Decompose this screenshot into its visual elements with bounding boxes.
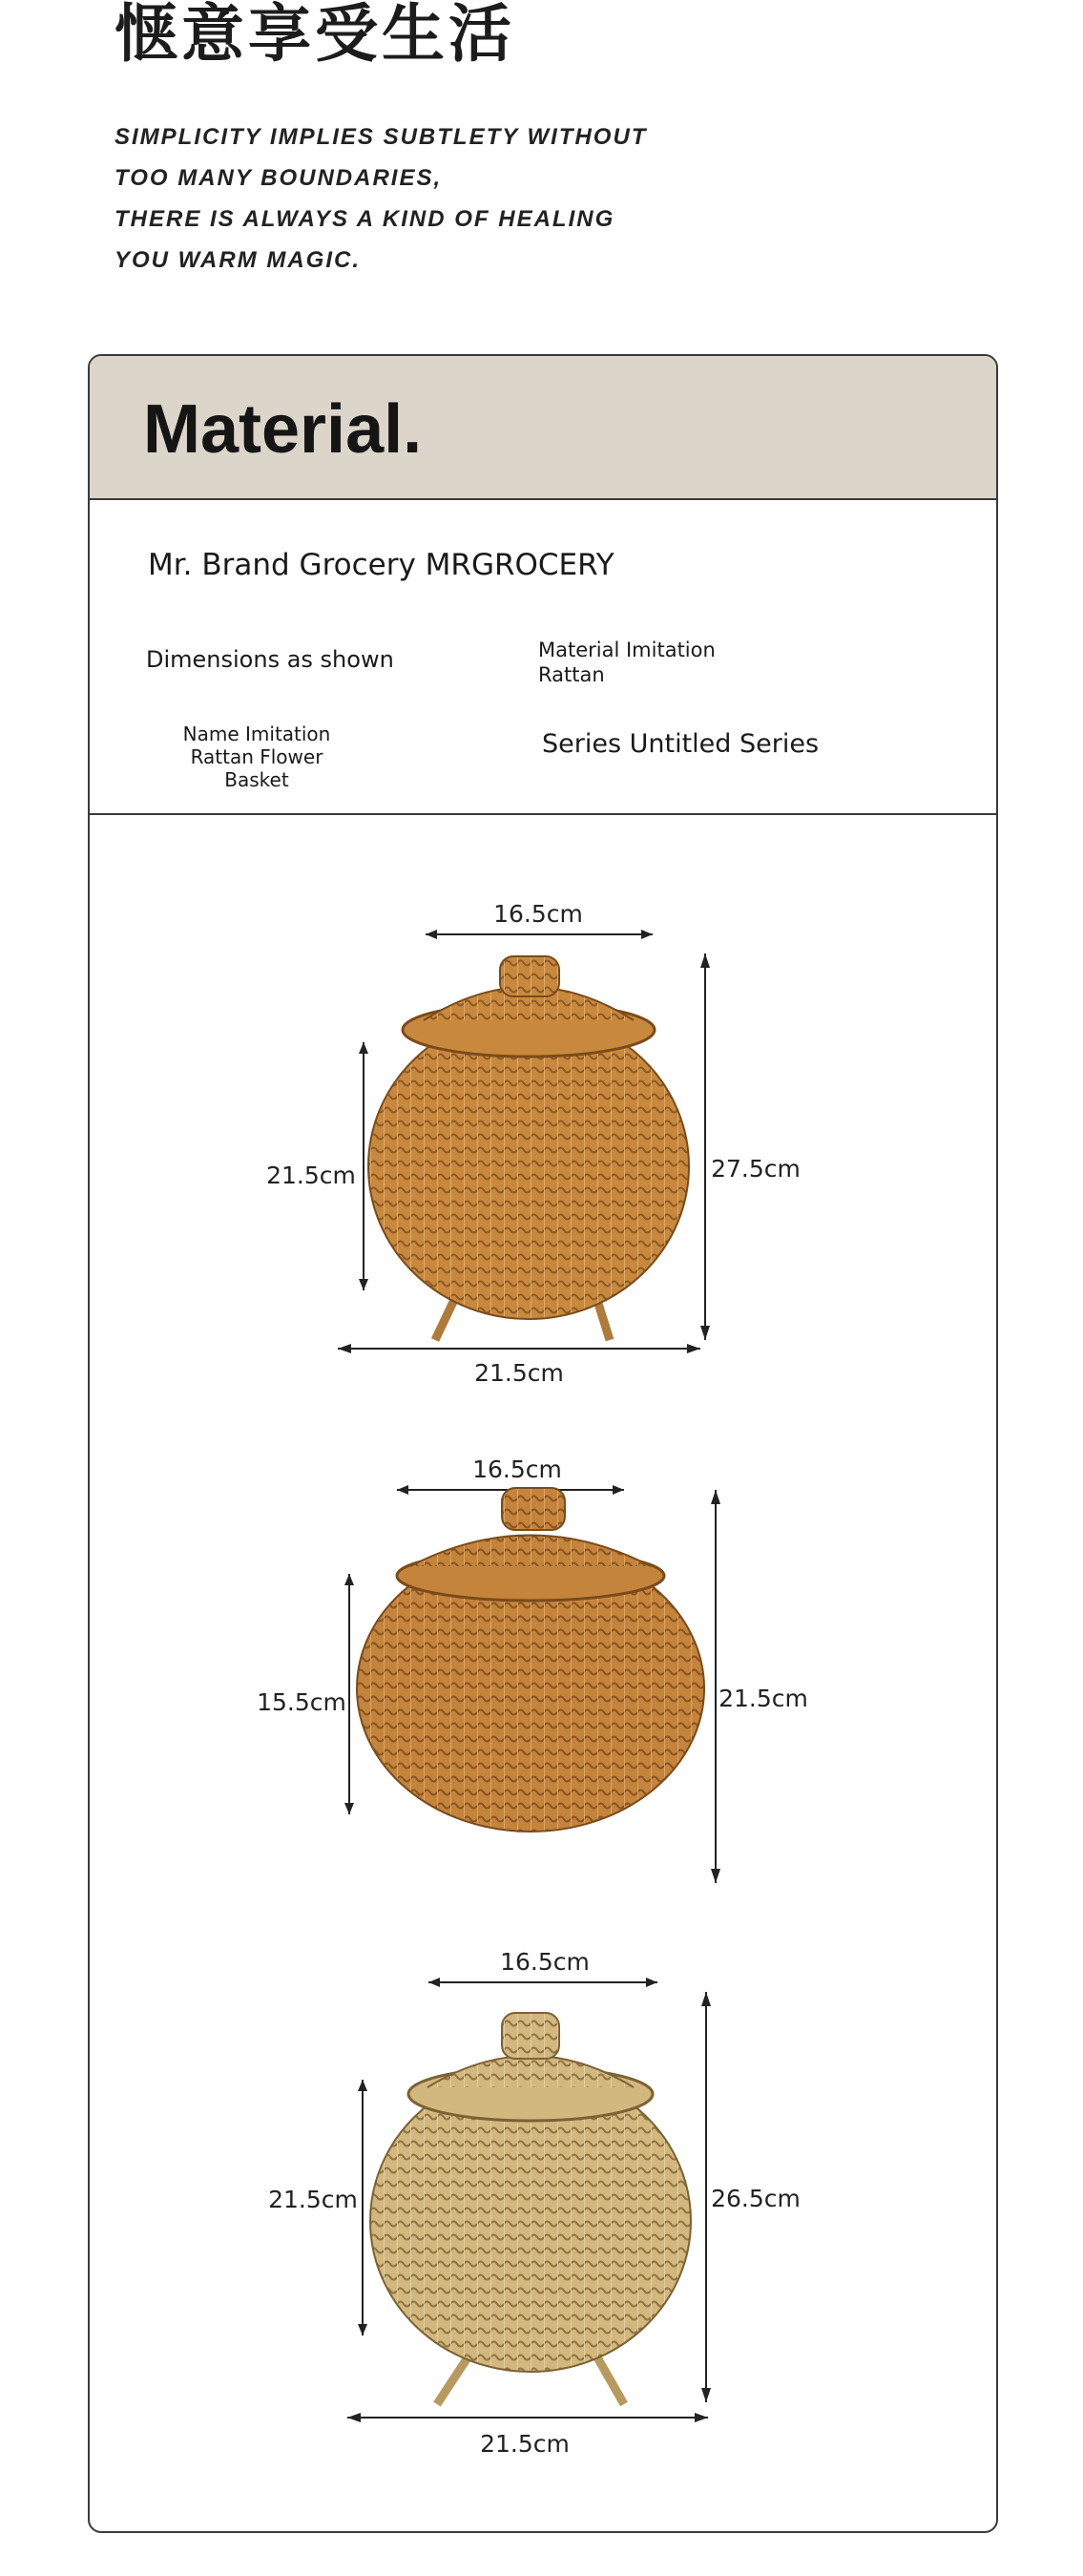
name-text: Name Imitation Rattan Flower Basket	[182, 723, 331, 791]
dim-body-height-1: 21.5cm	[266, 1162, 356, 1189]
product-figure-1	[90, 863, 996, 1416]
material-title: Material.	[143, 391, 423, 468]
paper-rope-basket-image	[370, 2013, 691, 2404]
product-figure-2	[90, 1452, 996, 1929]
rattan-basket-image	[357, 1488, 704, 1832]
brand-text: Mr. Brand Grocery MRGROCERY	[148, 548, 614, 582]
dim-body-height-3: 21.5cm	[268, 2186, 358, 2213]
dim-total-height-2: 21.5cm	[719, 1685, 808, 1712]
series-text: Series Untitled Series	[542, 729, 820, 759]
headline: 惬意享受生活	[115, 0, 515, 71]
dim-total-height-3: 26.5cm	[711, 2185, 801, 2212]
spec-section	[90, 500, 996, 815]
rattan-basket-image	[368, 956, 689, 1340]
dim-top-width-2: 16.5cm	[472, 1456, 562, 1483]
tagline-line: TOO MANY BOUNDARIES,	[115, 165, 443, 191]
dim-total-height-1: 27.5cm	[711, 1155, 801, 1183]
material-header	[90, 356, 996, 500]
dim-body-height-2: 15.5cm	[257, 1688, 346, 1716]
dim-base-width-3: 21.5cm	[480, 2430, 570, 2458]
dim-base-width-1: 21.5cm	[474, 1359, 564, 1387]
tagline-line: YOU WARM MAGIC.	[115, 247, 361, 273]
dimensions-text: Dimensions as shown	[146, 646, 394, 673]
tagline	[115, 116, 782, 281]
tagline-line: SIMPLICITY IMPLIES SUBTLETY WITHOUT	[115, 124, 648, 150]
material-card	[88, 354, 998, 2533]
product-figure-3	[90, 1937, 996, 2519]
dim-top-width-3: 16.5cm	[500, 1948, 590, 1976]
tagline-line: THERE IS ALWAYS A KIND OF HEALING	[115, 206, 615, 232]
material-text: Material Imitation Rattan	[538, 639, 716, 686]
dim-top-width-1: 16.5cm	[493, 900, 583, 928]
